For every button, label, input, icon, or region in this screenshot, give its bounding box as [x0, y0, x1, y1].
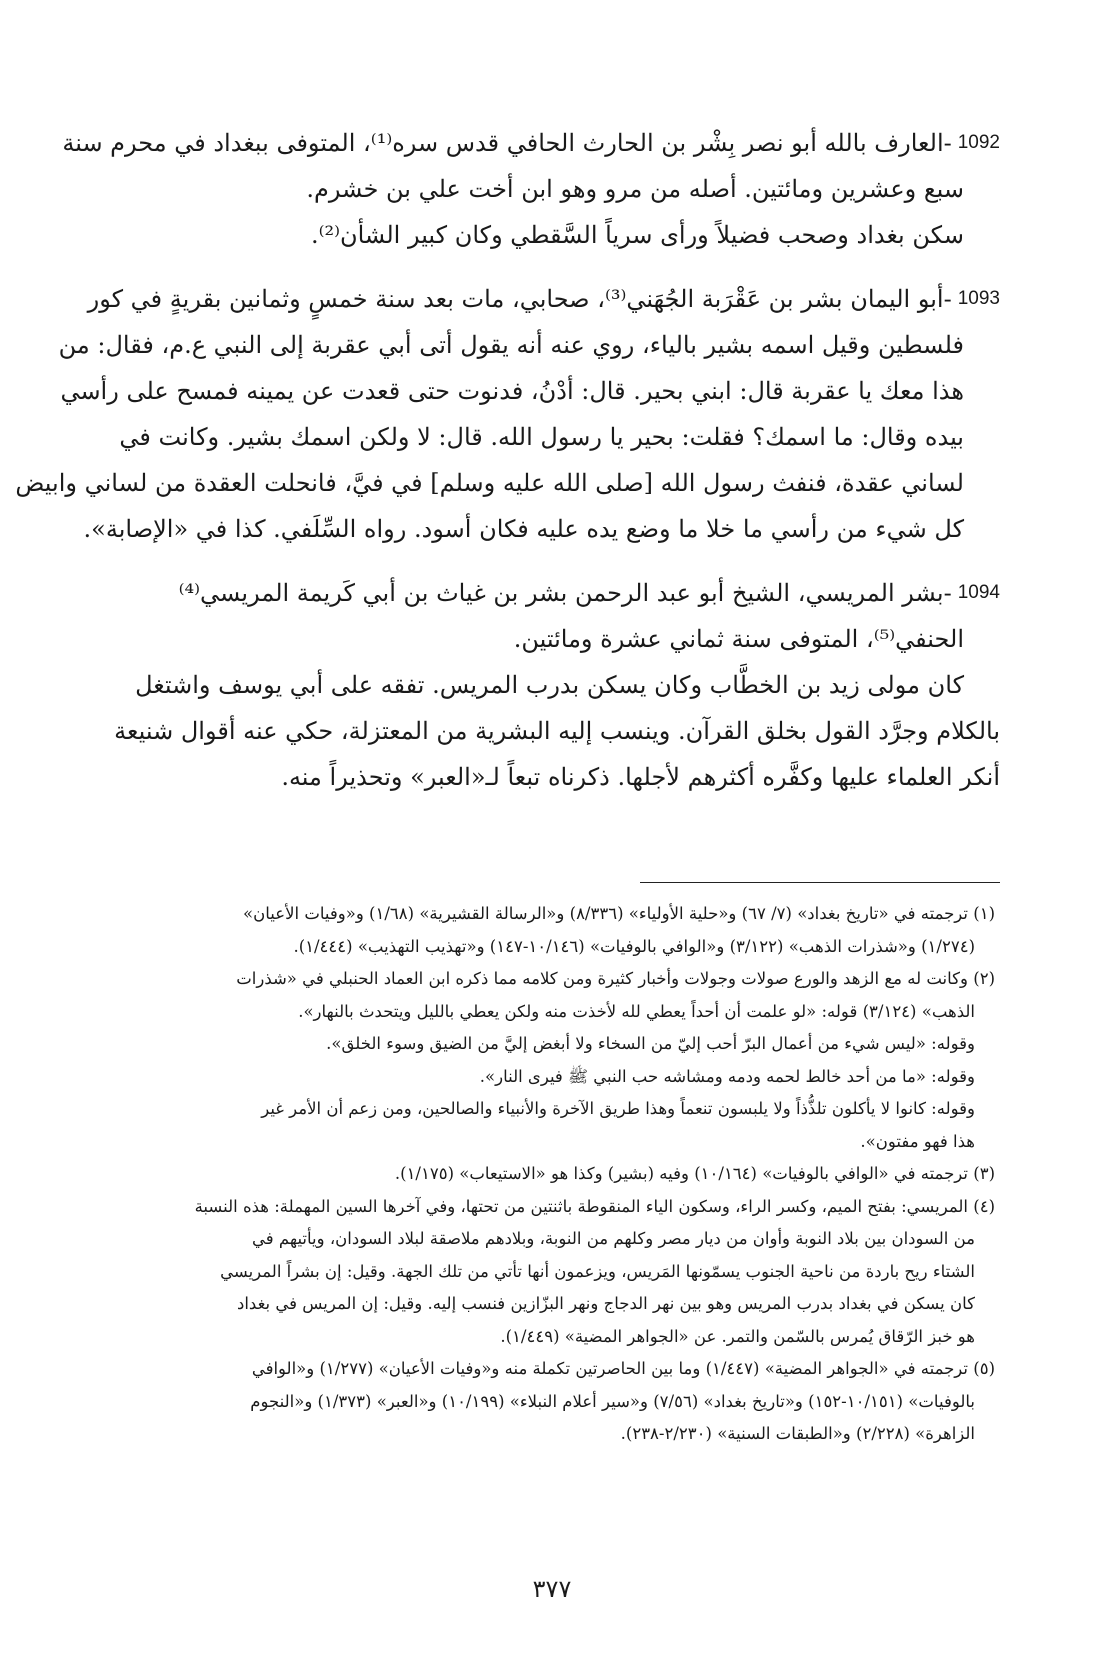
footnote-line: (٥) ترجمته في «الجواهر المضية» (١/٤٤٧) وما بين الحاصرتين تكملة منه و«وفيات الأعيان» (١/٢٧٧) و«الوافي: [251, 1359, 995, 1378]
footnote-line: هو خبز الرّقاق يُمرس بالسّمن والتمر. عن «الجواهر المضية» (١/٤٤٩).: [500, 1326, 975, 1346]
footnote-line: هذا فهو مفتون».: [860, 1131, 975, 1151]
entry-1094: 1094 - بشر المريسي، الشيخ أبو عبد الرحمن بشر بن غياث بن أبي كَريمة المريسي⁽⁴⁾ الحنفي⁽⁵⁾، المتوفى سنة ثماني عشرة ومائتين. كان مولى زيد بن الخطَّاب وكان يسكن بدرب المريس. تفقه على أبي يوسف واشتغل بالكلام وجرَّد القول بخلق القرآن. وينسب إليه البشرية من المعتزلة، حكي عنه أقوال شنيعة أنكر العلماء عليها وكفَّره أكثرهم لأجلها. ذكرناه تبعاً لـ«العبر» وتحذيراً منه.: [100, 570, 1000, 800]
footnote-line: وقوله: «ما من أحد خالط لحمه ودمه ومشاشه حب النبي ﷺ فيرى النار».: [479, 1066, 975, 1086]
entry-1092: 1092 - العارف بالله أبو نصر بِشْر بن الحارث الحافي قدس سره⁽¹⁾، المتوفى ببغداد في محرم سنة سبع وعشرين ومائتين. أصله من مرو وهو ابن أخت علي بن خشرم. سكن بغداد وصحب فضيلاً ورأى سرياً السَّقطي وكان كبير الشأن⁽²⁾.: [100, 120, 1000, 258]
main-text: [15, 120, 1000, 818]
entry-line: بالكلام وجرَّد القول بخلق القرآن. وينسب إليه البشرية من المعتزلة، حكي عنه أقوال شنيعة: [114, 717, 1000, 745]
footnote-line: بالوفيات» (١٠/١٥١-١٥٢) و«تاريخ بغداد» (٧/٥٦) و«سير أعلام النبلاء» (١٠/١٩٩) و«العبر» (١/٣٧٣) و«النجوم: [250, 1391, 975, 1411]
footnote-line: وقوله: كانوا لا يأكلون تلذُّذاً ولا يلبسون تنعماً وهذا طريق الآخرة والأنبياء والصالحين، ومن زعم أن الأمر غير: [261, 1099, 975, 1118]
footnote-line: (٢) وكانت له مع الزهد والورع صولات وجولات وأخبار كثيرة ومن كلامه مما ذكره ابن العماد الحنبلي في «شذرات: [236, 969, 995, 988]
footnote-line: وقوله: «ليس شيء من أعمال البرّ أحب إليّ من السخاء ولا أبغض إليَّ من الضيق وسوء الخلق».: [326, 1034, 975, 1053]
entry-line: لساني عقدة، فنفث رسول الله [صلى الله عليه وسلم] في فيَّ، فانحلت العقدة من لساني وابيض: [15, 469, 964, 497]
entry-line: فلسطين وقيل اسمه بشير بالياء، روي عنه أنه يقول أتى أبي عقربة إلى النبي ع.م، فقال: من: [58, 331, 964, 359]
entry-line: الحنفي⁽⁵⁾، المتوفى سنة ثماني عشرة ومائتين.: [513, 625, 964, 653]
footnote-line: (١/٢٧٤) و«شذرات الذهب» (٣/١٢٢) و«الوافي بالوفيات» (١٠/١٤٦-١٤٧) و«تهذيب التهذيب» (١/٤٤٤).: [293, 936, 975, 956]
entry-line: كان مولى زيد بن الخطَّاب وكان يسكن بدرب المريس. تفقه على أبي يوسف واشتغل: [135, 671, 964, 699]
footnote-line: كان يسكن في بغداد بدرب المريس وهو بين نهر الدجاج ونهر البزّازين فنسب إليه. وقيل: إن المريس في بغداد: [237, 1294, 975, 1313]
footnotes: [110, 898, 995, 1451]
entry-number: 1093: [957, 288, 1000, 309]
entry-line: سبع وعشرين ومائتين. أصله من مرو وهو ابن أخت علي بن خشرم.: [306, 175, 964, 203]
footnote-line: (١) ترجمته في «تاريخ بغداد» (٧/ ٦٧) و«حلية الأولياء» (٨/٣٣٦) و«الرسالة القشيرية» (١/٦٨) و«وفيات الأعيان»: [243, 904, 995, 923]
entry-number: 1092: [957, 132, 1000, 153]
footnote-line: الشتاء ريح باردة من ناحية الجنوب يسمّونها المَريس، ويزعمون أنها تأتي من تلك الجهة. وقيل: إن بشراً المريسي: [220, 1261, 975, 1281]
entry-line: العارف بالله أبو نصر بِشْر بن الحارث الحافي قدس سره⁽¹⁾، المتوفى ببغداد في محرم سنة: [62, 129, 944, 157]
footnote-line: (٣) ترجمته في «الوافي بالوفيات» (١٠/١٦٤) وفيه (بشير) وكذا هو «الاستيعاب» (١/١٧٥).: [394, 1164, 995, 1183]
entry-number: 1094: [957, 582, 1000, 603]
entry-line: بيده وقال: ما اسمك؟ فقلت: بحير يا رسول الله. قال: لا ولكن اسمك بشير. وكانت في: [119, 423, 964, 451]
entry-line: أبو اليمان بشر بن عَقْرَبة الجُهَني⁽³⁾، صحابي، مات بعد سنة خمسٍ وثمانين بقريةٍ في كور: [87, 285, 944, 313]
entry-line: كل شيء من رأسي ما خلا ما وضع يده عليه فكان أسود. رواه السِّلَفي. كذا في «الإصابة».: [83, 515, 964, 543]
footnote-line: (٤) المريسي: بفتح الميم، وكسر الراء، وسكون الياء المنقوطة باثنتين من تحتها، وفي آخرها السين المهملة: هذه النسبة: [194, 1196, 995, 1216]
entry-line: هذا معك يا عقربة قال: ابني بحير. قال: أدْنُ، فدنوت حتى قعدت عن يمينه فمسح على رأسي: [60, 377, 964, 405]
footnote-line: الزاهرة» (٢/٢٢٨) و«الطبقات السنية» (٢/٢٣٠-٢٣٨).: [620, 1424, 975, 1443]
footnote-line: الذهب» (٣/١٢٤) قوله: «لو علمت أن أحداً يعطي لله لأخذت منه ولكن يعطي بالليل ويتحدث بالنهار».: [298, 1001, 975, 1021]
page-number: ٣٧٧: [532, 1575, 572, 1603]
footnote-line: من السودان بين بلاد النوبة وأوان من ديار مصر وكلهم من النوبة، وبلادهم ملاصقة لبلاد السودان، ويأتيهم في: [251, 1229, 975, 1248]
entry-line: بشر المريسي، الشيخ أبو عبد الرحمن بشر بن غياث بن أبي كَريمة المريسي⁽⁴⁾: [178, 579, 944, 607]
footnote-divider: [640, 882, 1000, 883]
entry-line: سكن بغداد وصحب فضيلاً ورأى سرياً السَّقطي وكان كبير الشأن⁽²⁾.: [310, 221, 964, 249]
entry-line: أنكر العلماء عليها وكفَّره أكثرهم لأجلها. ذكرناه تبعاً لـ«العبر» وتحذيراً منه.: [281, 763, 1000, 791]
entry-1093: 1093 - أبو اليمان بشر بن عَقْرَبة الجُهَني⁽³⁾، صحابي، مات بعد سنة خمسٍ وثمانين بقريةٍ في كور فلسطين وقيل اسمه بشير بالياء، روي عنه أنه يقول أتى أبي عقربة إلى النبي ع.م، فقال: من هذا معك يا عقربة قال: ابني بحير. قال: أدْنُ، فدنوت حتى قعدت عن يمينه فمسح على رأسي بيده وقال: ما اسمك؟ فقلت: بحير يا رسول الله. قال: لا ولكن اسمك بشير. وكانت في لساني عقدة، فنفث رسول الله [صلى الله عليه وسلم] في فيَّ، فانحلت العقدة من لساني وابيض كل شيء من رأسي ما خلا ما وضع يده عليه فكان أسود. رواه السِّلَفي. كذا في «الإصابة».: [100, 276, 1000, 552]
